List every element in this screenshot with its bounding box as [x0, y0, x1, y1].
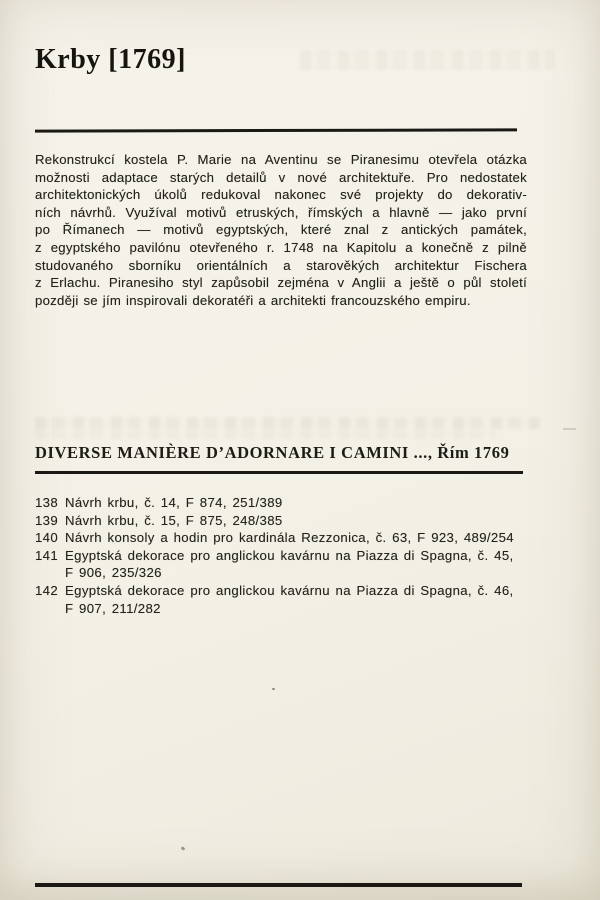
- item-line: Návrh krbu, č. 14, F 874, 251/389: [65, 495, 283, 510]
- item-text: [65, 494, 575, 512]
- item-number: 142: [35, 582, 59, 598]
- list-item: [35, 494, 575, 512]
- item-text: [65, 547, 575, 582]
- paragraph-line: z egyptského pavilónu otevřeného r. 1748 na Kapitolu a konečně z pilně: [35, 239, 527, 255]
- item-line: Egyptská dekorace pro anglickou kavárnu na Piazza di Spagna, č. 45,: [65, 547, 514, 563]
- item-text: [65, 512, 575, 530]
- item-line: Návrh konsoly a hodin pro kardinála Rezzonica, č. 63, F 923, 489/254: [65, 530, 514, 546]
- scan-artifact: [272, 688, 275, 690]
- section-heading: DIVERSE MANIÈRE D’ADORNARE I CAMINI ..., Řím 1769: [35, 443, 510, 462]
- catalog-list: [35, 494, 575, 617]
- item-line-continuation: F 906, 235/326: [65, 565, 162, 581]
- paragraph-line: architektonických úkolů redukoval nakonec své projekty do dekorativ-: [35, 187, 527, 203]
- show-through-smudge: [35, 417, 540, 429]
- list-item: [35, 582, 575, 617]
- section-rule: [35, 471, 523, 474]
- page-title: Krby [1769]: [35, 44, 186, 75]
- item-number: 139: [35, 512, 59, 528]
- item-text: [65, 582, 575, 617]
- item-number: 141: [35, 547, 59, 563]
- item-text: [65, 529, 575, 547]
- scan-artifact: [563, 428, 576, 430]
- intro-paragraph: [35, 151, 527, 309]
- list-item: [35, 529, 575, 547]
- paragraph-line: po Římanech — motivů egyptských, které znal z antických památek,: [35, 222, 527, 238]
- paragraph-line: studovaného sborníku orientálních a starověkých architektur Fischera: [35, 257, 527, 273]
- paragraph-line: z Erlachu. Piranesiho styl zapůsobil zejména v Anglii a ještě o půl století: [35, 275, 527, 291]
- list-item: [35, 512, 575, 530]
- scan-artifact: [181, 846, 186, 851]
- item-line-continuation: F 907, 211/282: [65, 600, 161, 616]
- show-through-smudge: [300, 50, 555, 70]
- item-number: 140: [35, 530, 59, 546]
- item-line: Egyptská dekorace pro anglickou kavárnu na Piazza di Spagna, č. 46,: [65, 582, 514, 598]
- title-rule: [35, 128, 517, 132]
- paragraph-line: později se jím inspirovali dekoratéři a architekti francouzského empiru.: [35, 292, 471, 308]
- item-line: Návrh krbu, č. 15, F 875, 248/385: [65, 512, 283, 528]
- paragraph-line: ních návrhů. Využíval motivů etruských, římských a hlavně — jako první: [35, 204, 527, 220]
- footer-rule: [35, 883, 522, 887]
- show-through-smudge: [35, 430, 495, 439]
- item-number: 138: [35, 495, 59, 510]
- paragraph-line: Rekonstrukcí kostela P. Marie na Aventinu se Piranesimu otevřela otázka: [35, 152, 527, 167]
- paragraph-line: možnosti adaptace starých detailů v nové architektuře. Pro nedostatek: [35, 169, 527, 185]
- list-item: [35, 547, 575, 582]
